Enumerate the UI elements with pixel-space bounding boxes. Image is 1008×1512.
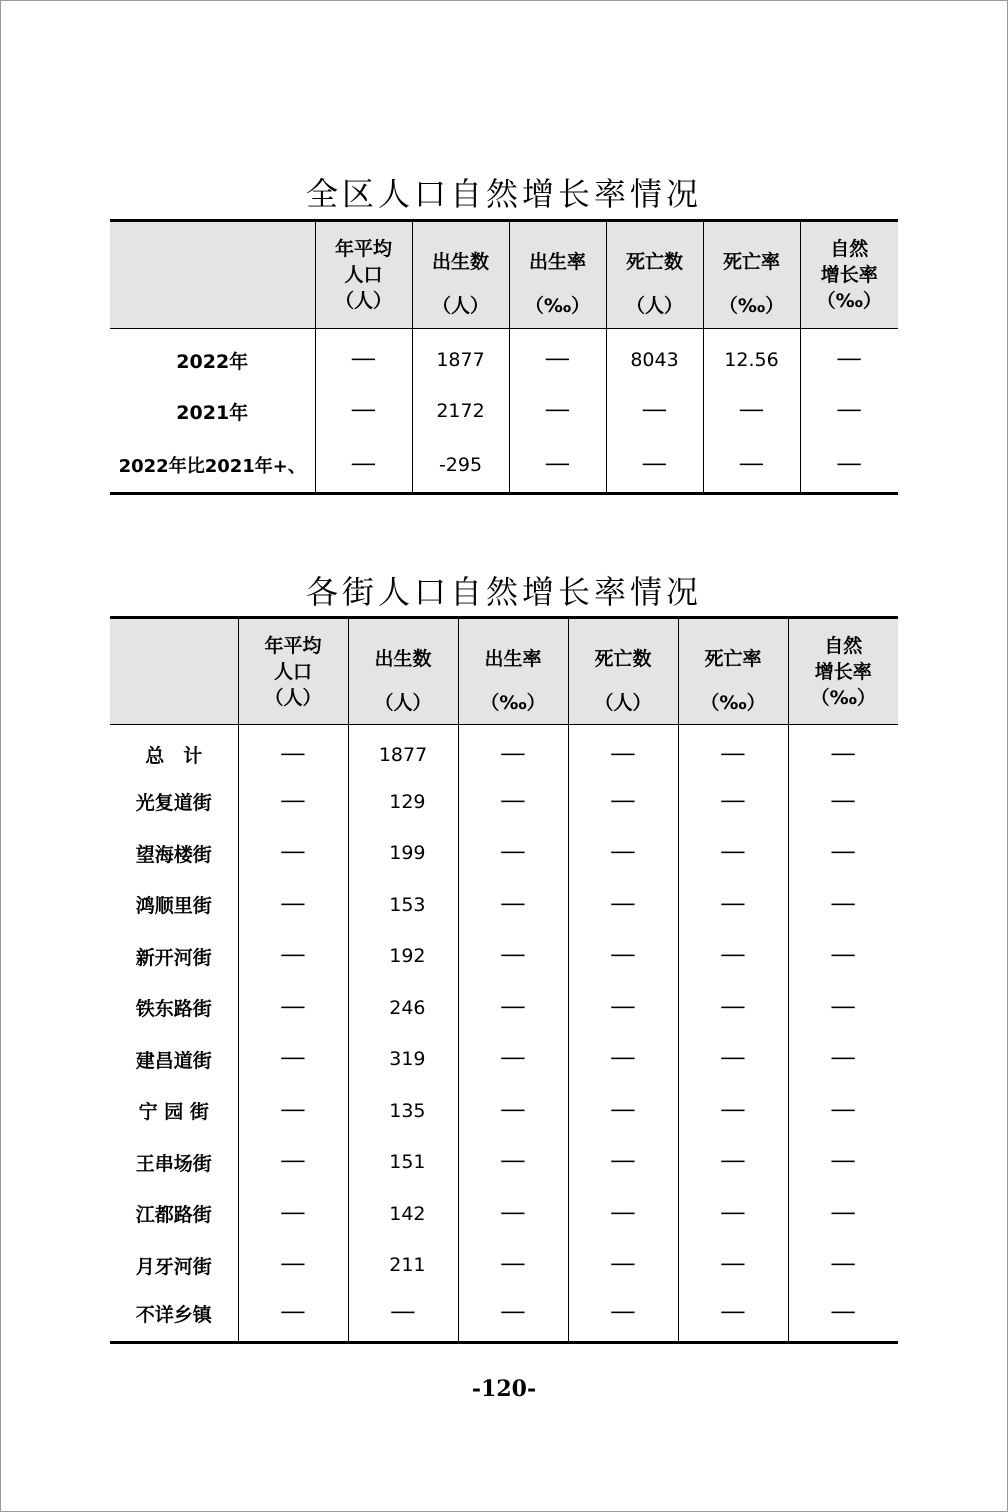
header-death-rate: 死亡率 （‰） [703, 221, 800, 329]
header-natural-growth-rate: 自然 增长率 （‰） [800, 221, 898, 329]
cell-birth-rate: ── [458, 1085, 568, 1137]
cell-births: 142 [348, 1188, 458, 1240]
table-row [110, 439, 898, 494]
header-death-rate: 死亡率 （‰） [678, 618, 788, 725]
cell-deaths: ── [568, 931, 678, 983]
cell-births: 199 [348, 828, 458, 880]
cell-death-rate: ── [678, 1188, 788, 1240]
cell-deaths: ── [568, 1034, 678, 1086]
cell-deaths: ── [606, 439, 703, 494]
table1-title: 全区人口自然增长率情况 [305, 175, 702, 214]
cell-birth-rate: ── [458, 1188, 568, 1240]
cell-deaths: ── [568, 879, 678, 931]
cell-avg-population: ── [238, 1137, 348, 1189]
row-label: 月牙河街 [135, 1255, 212, 1278]
cell-birth-rate: ── [509, 329, 606, 384]
cell-avg-population: ── [315, 329, 412, 384]
page-number: -120- [471, 1376, 537, 1402]
cell-avg-population: ── [238, 828, 348, 880]
cell-death-rate: ── [703, 384, 800, 439]
cell-death-rate: ── [678, 776, 788, 828]
row-label: 铁东路街 [135, 998, 212, 1021]
cell-birth-rate: ── [458, 1034, 568, 1086]
cell-avg-population: ── [238, 1291, 348, 1343]
cell-natural-growth-rate: ── [788, 1291, 898, 1343]
table-row [110, 1085, 898, 1137]
cell-birth-rate: ── [458, 1240, 568, 1292]
cell-births: 319 [348, 1034, 458, 1086]
row-label: 光复道街 [135, 792, 212, 815]
cell-death-rate: ── [678, 1240, 788, 1292]
cell-natural-growth-rate: ── [788, 1137, 898, 1189]
row-label: 望海楼街 [135, 843, 212, 866]
cell-birth-rate: ── [458, 828, 568, 880]
cell-births: -295 [412, 439, 509, 494]
cell-birth-rate: ── [458, 1137, 568, 1189]
cell-deaths: ── [568, 982, 678, 1034]
cell-natural-growth-rate: ── [800, 329, 898, 384]
cell-births: ── [348, 1291, 458, 1343]
cell-avg-population: ── [315, 384, 412, 439]
cell-births: 2172 [412, 384, 509, 439]
cell-natural-growth-rate: ── [800, 384, 898, 439]
row-label: 2022年比2021年+、 [118, 456, 306, 478]
row-label: 2022年 [176, 350, 249, 373]
cell-births: 1877 [348, 725, 458, 777]
cell-avg-population: ── [238, 1034, 348, 1086]
cell-avg-population: ── [238, 1240, 348, 1292]
cell-death-rate: 12.56 [703, 329, 800, 384]
cell-avg-population: ── [238, 879, 348, 931]
cell-avg-population: ── [238, 931, 348, 983]
header-birth-rate: 出生率 （‰） [509, 221, 606, 329]
header-birth-rate: 出生率 （‰） [458, 618, 568, 725]
cell-death-rate: ── [703, 439, 800, 494]
table-row [110, 1240, 898, 1292]
table-row [110, 828, 898, 880]
cell-death-rate: ── [678, 931, 788, 983]
table-row [110, 1291, 898, 1343]
cell-avg-population: ── [238, 725, 348, 777]
cell-deaths: ── [568, 1240, 678, 1292]
cell-birth-rate: ── [509, 439, 606, 494]
cell-avg-population: ── [238, 982, 348, 1034]
cell-deaths: ── [568, 1188, 678, 1240]
district-growth-table [110, 219, 898, 495]
table-row [110, 329, 898, 384]
subdistrict-growth-table [110, 616, 898, 1344]
cell-natural-growth-rate: ── [788, 879, 898, 931]
cell-natural-growth-rate: ── [788, 828, 898, 880]
table2-title: 各街人口自然增长率情况 [305, 573, 702, 612]
table-row [110, 725, 898, 777]
cell-births: 151 [348, 1137, 458, 1189]
cell-natural-growth-rate: ── [788, 1034, 898, 1086]
header-natural-growth-rate: 自然 增长率 （‰） [788, 618, 898, 725]
cell-natural-growth-rate: ── [788, 1240, 898, 1292]
row-label: 建昌道街 [135, 1049, 212, 1072]
cell-birth-rate: ── [458, 725, 568, 777]
cell-death-rate: ── [678, 828, 788, 880]
cell-deaths: ── [568, 1291, 678, 1343]
table-row [110, 1137, 898, 1189]
cell-deaths: 8043 [606, 329, 703, 384]
table-row [110, 879, 898, 931]
cell-avg-population: ── [238, 776, 348, 828]
table-row [110, 982, 898, 1034]
cell-avg-population: ── [238, 1188, 348, 1240]
row-label: 不详乡镇 [135, 1303, 212, 1326]
table-row [110, 776, 898, 828]
cell-natural-growth-rate: ── [788, 1085, 898, 1137]
table2-header-row [110, 618, 898, 725]
cell-avg-population: ── [238, 1085, 348, 1137]
cell-births: 129 [348, 776, 458, 828]
row-label: 2021年 [176, 401, 249, 424]
table-row [110, 931, 898, 983]
table-row [110, 1034, 898, 1086]
cell-death-rate: ── [678, 982, 788, 1034]
cell-natural-growth-rate: ── [788, 776, 898, 828]
row-label: 王串场街 [135, 1152, 212, 1175]
row-label: 江都路街 [135, 1204, 212, 1227]
table1-header-blank [110, 221, 315, 329]
cell-deaths: ── [568, 828, 678, 880]
row-label: 新开河街 [135, 946, 212, 969]
cell-birth-rate: ── [458, 1291, 568, 1343]
cell-births: 246 [348, 982, 458, 1034]
cell-natural-growth-rate: ── [788, 1188, 898, 1240]
cell-natural-growth-rate: ── [800, 439, 898, 494]
cell-deaths: ── [568, 1085, 678, 1137]
cell-death-rate: ── [678, 879, 788, 931]
cell-birth-rate: ── [458, 879, 568, 931]
cell-births: 211 [348, 1240, 458, 1292]
cell-death-rate: ── [678, 1085, 788, 1137]
cell-deaths: ── [568, 776, 678, 828]
row-label: 宁 园 街 [138, 1101, 209, 1124]
header-births: 出生数 （人） [348, 618, 458, 725]
cell-deaths: ── [606, 384, 703, 439]
table1-header-row [110, 221, 898, 329]
cell-birth-rate: ── [509, 384, 606, 439]
cell-natural-growth-rate: ── [788, 725, 898, 777]
cell-birth-rate: ── [458, 931, 568, 983]
header-avg-population: 年平均 人口 （人） [238, 618, 348, 725]
cell-birth-rate: ── [458, 982, 568, 1034]
header-avg-population: 年平均 人口 （人） [315, 221, 412, 329]
cell-births: 153 [348, 879, 458, 931]
cell-death-rate: ── [678, 725, 788, 777]
cell-death-rate: ── [678, 1291, 788, 1343]
cell-natural-growth-rate: ── [788, 982, 898, 1034]
header-deaths: 死亡数 （人） [568, 618, 678, 725]
table-row [110, 384, 898, 439]
cell-avg-population: ── [315, 439, 412, 494]
table-row [110, 1188, 898, 1240]
table2-header-blank [110, 618, 238, 725]
cell-deaths: ── [568, 1137, 678, 1189]
cell-death-rate: ── [678, 1137, 788, 1189]
header-deaths: 死亡数 （人） [606, 221, 703, 329]
cell-births: 135 [348, 1085, 458, 1137]
cell-deaths: ── [568, 725, 678, 777]
header-births: 出生数 （人） [412, 221, 509, 329]
cell-natural-growth-rate: ── [788, 931, 898, 983]
cell-birth-rate: ── [458, 776, 568, 828]
row-label: 鸿顺里街 [135, 895, 212, 918]
cell-births: 192 [348, 931, 458, 983]
cell-births: 1877 [412, 329, 509, 384]
row-label: 总 计 [145, 745, 203, 767]
cell-death-rate: ── [678, 1034, 788, 1086]
